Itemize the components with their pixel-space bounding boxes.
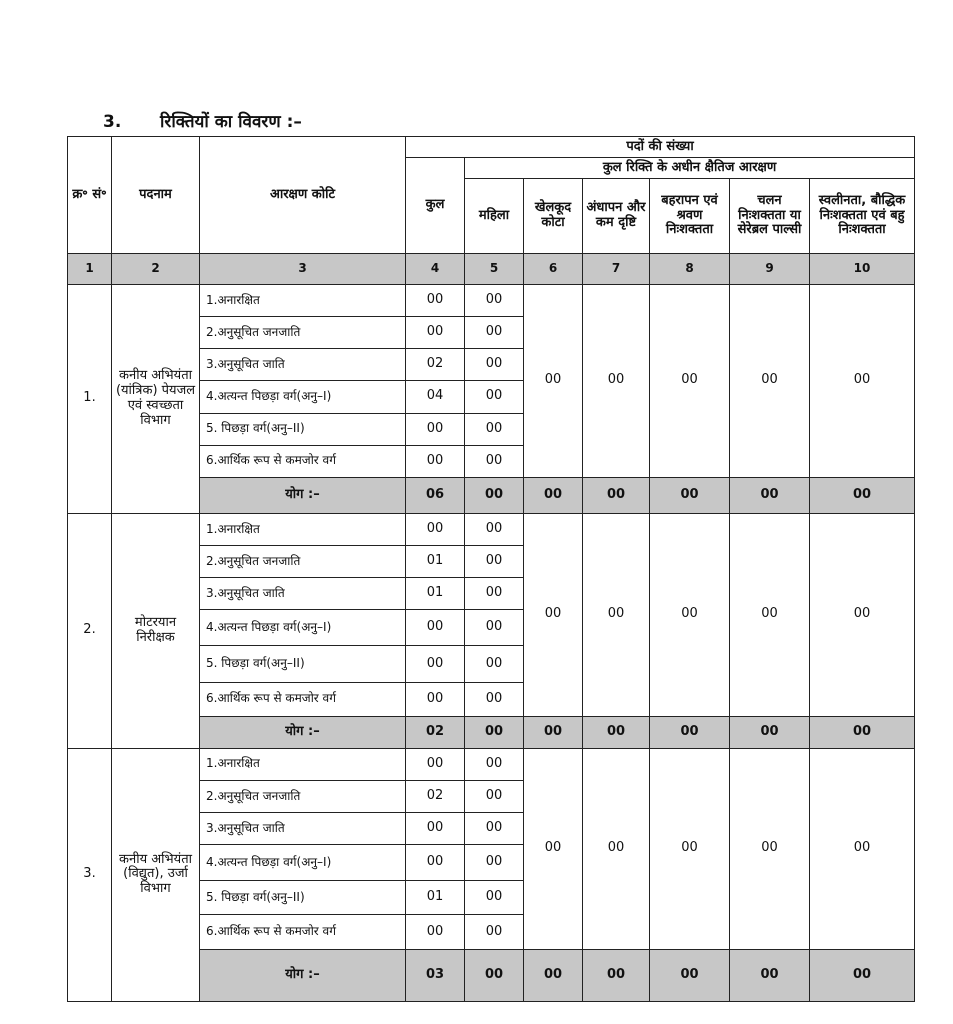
column-number: 9 xyxy=(730,254,810,285)
total-row-value: 00 xyxy=(524,716,583,748)
women-value: 00 xyxy=(465,646,524,682)
total-row-value: 00 xyxy=(810,716,915,748)
post-name: कनीय अभियंता (विद्युत), उर्जा विभाग xyxy=(112,748,200,1001)
header-blind: अंधापन और कम दृष्टि xyxy=(583,179,650,254)
category-label: 2.अनुसूचित जनजाति xyxy=(200,317,406,349)
section-heading: रिक्तियों का विवरण :– xyxy=(160,112,302,132)
column-number: 1 xyxy=(68,254,112,285)
serial-number: 3. xyxy=(68,748,112,1001)
header-locomotor: चलन निःशक्तता या सेरेब्रल पाल्सी xyxy=(730,179,810,254)
women-value: 00 xyxy=(465,349,524,381)
category-label: 6.आर्थिक रूप से कमजोर वर्ग xyxy=(200,915,406,949)
women-value: 00 xyxy=(465,578,524,610)
total-value: 00 xyxy=(406,682,465,716)
total-value: 01 xyxy=(406,881,465,915)
total-value: 02 xyxy=(406,349,465,381)
header-category: आरक्षण कोटि xyxy=(200,137,406,254)
column-number: 7 xyxy=(583,254,650,285)
total-row-label: योग :– xyxy=(200,949,406,1001)
total-value: 01 xyxy=(406,546,465,578)
blind-value: 00 xyxy=(583,513,650,716)
category-label: 4.अत्यन्त पिछड़ा वर्ग(अनु–I) xyxy=(200,610,406,646)
category-label: 2.अनुसूचित जनजाति xyxy=(200,546,406,578)
total-row-value: 03 xyxy=(406,949,465,1001)
total-value: 04 xyxy=(406,381,465,413)
total-row-value: 00 xyxy=(810,949,915,1001)
women-value: 00 xyxy=(465,317,524,349)
total-row-value: 00 xyxy=(465,477,524,513)
total-row-value: 02 xyxy=(406,716,465,748)
category-label: 3.अनुसूचित जाति xyxy=(200,813,406,845)
category-label: 5. पिछड़ा वर्ग(अनु–II) xyxy=(200,413,406,445)
category-label: 1.अनारक्षित xyxy=(200,285,406,317)
column-number: 6 xyxy=(524,254,583,285)
deaf-value: 00 xyxy=(650,285,730,478)
sports-value: 00 xyxy=(524,748,583,949)
total-value: 00 xyxy=(406,845,465,881)
serial-number: 2. xyxy=(68,513,112,748)
total-value: 00 xyxy=(406,915,465,949)
category-label: 3.अनुसूचित जाति xyxy=(200,578,406,610)
locomotor-value: 00 xyxy=(730,748,810,949)
total-value: 00 xyxy=(406,285,465,317)
column-number: 3 xyxy=(200,254,406,285)
column-number: 2 xyxy=(112,254,200,285)
header-autism: स्वलीनता, बौद्धिक निःशक्तता एवं बहु निःशक्तता xyxy=(810,179,915,254)
header-sno: क्र॰ सं॰ xyxy=(68,137,112,254)
total-value: 00 xyxy=(406,413,465,445)
women-value: 00 xyxy=(465,813,524,845)
autism-value: 00 xyxy=(810,285,915,478)
header-total: कुल xyxy=(406,158,465,254)
total-row-label: योग :– xyxy=(200,716,406,748)
total-row-value: 00 xyxy=(524,477,583,513)
women-value: 00 xyxy=(465,413,524,445)
deaf-value: 00 xyxy=(650,513,730,716)
section-number: 3. xyxy=(103,112,122,132)
total-value: 00 xyxy=(406,610,465,646)
vacancy-table xyxy=(67,136,915,1002)
total-row-value: 00 xyxy=(583,716,650,748)
total-row-value: 00 xyxy=(583,949,650,1001)
total-row-label: योग :– xyxy=(200,477,406,513)
total-row-value: 00 xyxy=(650,477,730,513)
total-value: 00 xyxy=(406,813,465,845)
column-number: 8 xyxy=(650,254,730,285)
column-number: 4 xyxy=(406,254,465,285)
total-row-value: 00 xyxy=(730,716,810,748)
column-number: 10 xyxy=(810,254,915,285)
header-posts-count: पदों की संख्या xyxy=(406,137,915,158)
post-name: कनीय अभियंता (यांत्रिक) पेयजल एवं स्वच्छता विभाग xyxy=(112,285,200,514)
column-number: 5 xyxy=(465,254,524,285)
total-value: 00 xyxy=(406,748,465,780)
total-value: 00 xyxy=(406,317,465,349)
category-label: 1.अनारक्षित xyxy=(200,748,406,780)
header-post: पदनाम xyxy=(112,137,200,254)
women-value: 00 xyxy=(465,445,524,477)
total-row-value: 00 xyxy=(465,716,524,748)
total-row-value: 00 xyxy=(524,949,583,1001)
category-label: 4.अत्यन्त पिछड़ा वर्ग(अनु–I) xyxy=(200,381,406,413)
header-horizontal: कुल रिक्ति के अधीन क्षैतिज आरक्षण xyxy=(465,158,915,179)
women-value: 00 xyxy=(465,513,524,545)
autism-value: 00 xyxy=(810,748,915,949)
total-row-value: 00 xyxy=(650,949,730,1001)
serial-number: 1. xyxy=(68,285,112,514)
header-sports: खेलकूद कोटा xyxy=(524,179,583,254)
post-name: मोटरयान निरीक्षक xyxy=(112,513,200,748)
category-label: 5. पिछड़ा वर्ग(अनु–II) xyxy=(200,646,406,682)
category-label: 1.अनारक्षित xyxy=(200,513,406,545)
total-row-value: 00 xyxy=(583,477,650,513)
deaf-value: 00 xyxy=(650,748,730,949)
header-deaf: बहरापन एवं श्रवण निःशक्तता xyxy=(650,179,730,254)
women-value: 00 xyxy=(465,748,524,780)
total-value: 00 xyxy=(406,445,465,477)
category-label: 3.अनुसूचित जाति xyxy=(200,349,406,381)
locomotor-value: 00 xyxy=(730,285,810,478)
women-value: 00 xyxy=(465,682,524,716)
category-label: 5. पिछड़ा वर्ग(अनु–II) xyxy=(200,881,406,915)
header-women: महिला xyxy=(465,179,524,254)
autism-value: 00 xyxy=(810,513,915,716)
blind-value: 00 xyxy=(583,748,650,949)
category-label: 6.आर्थिक रूप से कमजोर वर्ग xyxy=(200,682,406,716)
women-value: 00 xyxy=(465,881,524,915)
total-row-value: 00 xyxy=(730,477,810,513)
blind-value: 00 xyxy=(583,285,650,478)
table-body xyxy=(68,285,915,1002)
total-row-value: 00 xyxy=(465,949,524,1001)
women-value: 00 xyxy=(465,546,524,578)
women-value: 00 xyxy=(465,381,524,413)
total-value: 02 xyxy=(406,780,465,812)
category-label: 6.आर्थिक रूप से कमजोर वर्ग xyxy=(200,445,406,477)
women-value: 00 xyxy=(465,845,524,881)
total-value: 00 xyxy=(406,646,465,682)
sports-value: 00 xyxy=(524,513,583,716)
section-title xyxy=(103,109,302,132)
category-label: 2.अनुसूचित जनजाति xyxy=(200,780,406,812)
total-row-value: 00 xyxy=(730,949,810,1001)
total-row-value: 00 xyxy=(810,477,915,513)
total-row-value: 06 xyxy=(406,477,465,513)
women-value: 00 xyxy=(465,285,524,317)
women-value: 00 xyxy=(465,915,524,949)
women-value: 00 xyxy=(465,780,524,812)
category-label: 4.अत्यन्त पिछड़ा वर्ग(अनु–I) xyxy=(200,845,406,881)
women-value: 00 xyxy=(465,610,524,646)
total-row-value: 00 xyxy=(650,716,730,748)
total-value: 01 xyxy=(406,578,465,610)
locomotor-value: 00 xyxy=(730,513,810,716)
total-value: 00 xyxy=(406,513,465,545)
sports-value: 00 xyxy=(524,285,583,478)
